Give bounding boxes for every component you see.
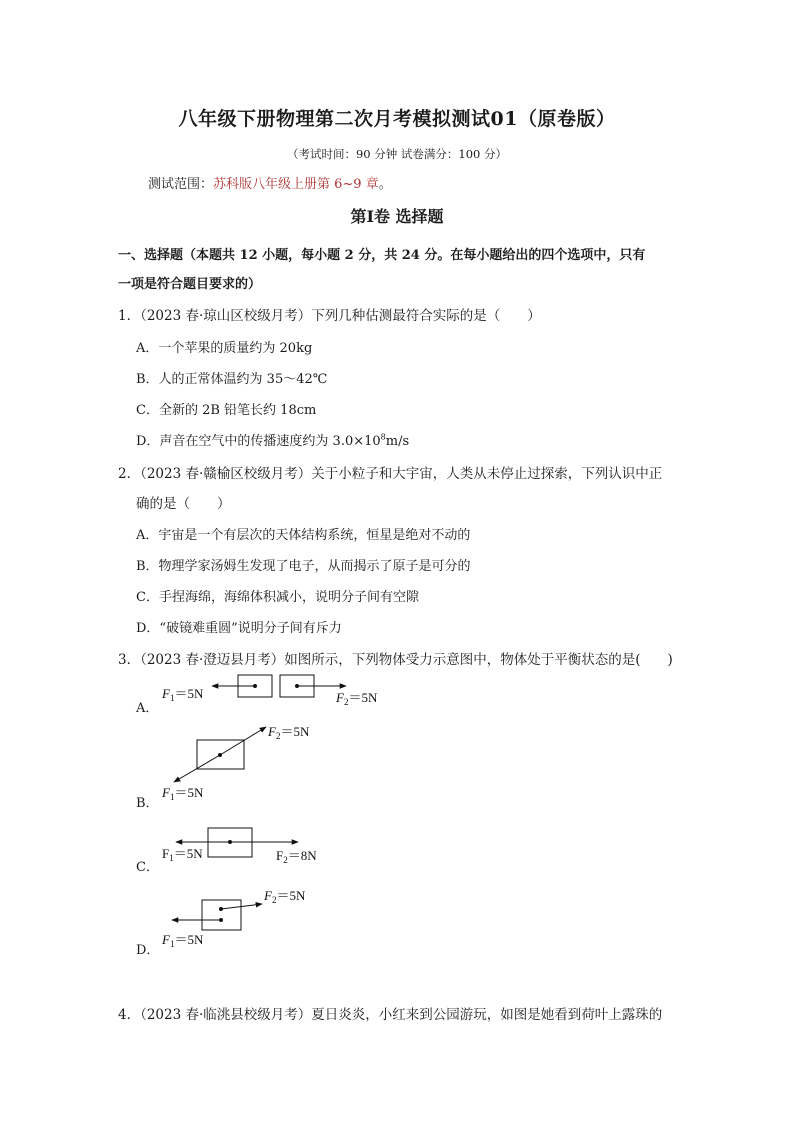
label-f1: $F_1=5N$: [162, 846, 203, 863]
force-arrow-f2: [220, 727, 266, 755]
exam-info: （考试时间：90 分钟 试卷满分：100 分）: [286, 147, 508, 161]
scope-suffix: 。: [378, 177, 392, 192]
label-f1: $F_1=5N$: [162, 932, 204, 949]
diagram-a: [161, 675, 378, 707]
question-3-option-d-label: D．: [136, 943, 160, 958]
label-f2: $F_2=5N$: [336, 690, 378, 707]
section-title: 第Ⅰ卷 选择题: [350, 207, 444, 226]
diagram-c: [162, 828, 317, 865]
option-d-exponent: 8: [380, 432, 386, 442]
label-f2: $F_2=5N$: [268, 724, 310, 741]
question-4-stem: 4．（2023 春·临洮县校级月考）夏日炎炎，小红来到公园游玩，如图是她看到荷叶上露珠的: [118, 1007, 663, 1023]
question-1-option-a: A．一个苹果的质量约为 20kg: [136, 341, 313, 356]
question-2-option-a: A．宇宙是一个有层次的天体结构系统，恒星是绝对不动的: [136, 528, 471, 543]
question-2-option-c: C．手捏海绵，海绵体积减小，说明分子间有空隙: [136, 590, 419, 605]
question-1-option-c: C．全新的 2B 铅笔长约 18cm: [136, 403, 317, 418]
scope-highlight: 苏科版八年级上册第 6~9 章: [213, 177, 379, 192]
scope-prefix: 测试范围：: [148, 177, 214, 192]
question-2-stem-line-2: 确的是（ ）: [136, 496, 231, 512]
block: [202, 900, 241, 930]
label-f1: $F_1=5N$: [162, 686, 204, 703]
question-2-stem-line-1: 2．（2023 春·赣榆区校级月考）关于小粒子和大宇宙，人类从未停止过探索，下列认识中正: [118, 466, 663, 482]
label-f2: $F_2=8N$: [276, 848, 317, 865]
question-2-option-d: D．“破镜难重圆”说明分子间有斥力: [136, 621, 342, 636]
question-1-option-b: B．人的正常体温约为 35～42℃: [136, 372, 328, 387]
instructions-line-2: 一项是符合题目要求的）: [118, 277, 262, 292]
instructions-line-1: 一、选择题（本题共 12 小题，每小题 2 分，共 24 分。在每小题给出的四个选项中，只有: [118, 248, 646, 263]
label-f2: $F_2=5N$: [264, 888, 306, 905]
question-1-stem: 1．（2023 春·琼山区校级月考）下列几种估测最符合实际的是（ ）: [118, 308, 541, 324]
diagram-d: [161, 888, 306, 949]
question-2-option-b: B．物理学家汤姆生发现了电子，从而揭示了原子是可分的: [136, 559, 471, 574]
question-3-option-a-label: A．: [136, 701, 159, 716]
option-d-unit: m/s: [385, 434, 410, 449]
question-3-stem: 3．（2023 春·澄迈县月考）如图所示，下列物体受力示意图中，物体处于平衡状态的是( ): [118, 652, 673, 668]
page-title: 八年级下册物理第二次月考模拟测试01（原卷版）: [178, 108, 616, 130]
question-3-option-b-label: B．: [136, 796, 159, 811]
diagram-b: [161, 724, 310, 802]
label-f1: $F_1=5N$: [162, 785, 204, 802]
option-d-text: D．声音在空气中的传播速度约为 3.0×10: [136, 434, 381, 449]
question-3-option-c-label: C．: [136, 860, 159, 875]
